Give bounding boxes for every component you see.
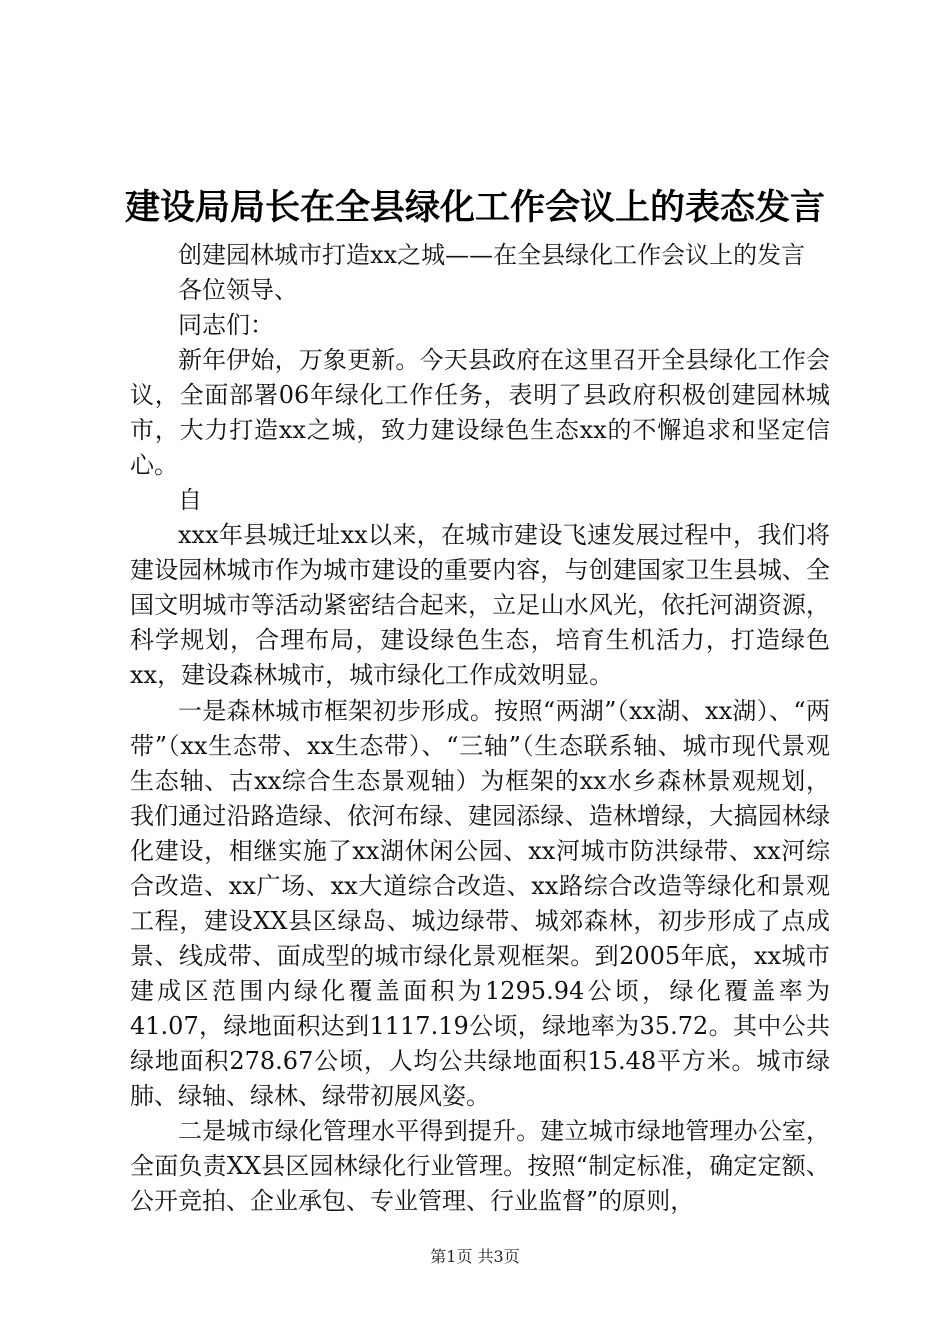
salutation-comrades: 同志们： [178, 311, 274, 339]
fragment-paragraph: 自 [178, 486, 202, 514]
opening-paragraph: 新年伊始，万象更新。今天县政府在这里召开全县绿化工作会议，全面部署06年绿化工作任务，表明了县政府积极创建园林城市，大力打造xx之城，致力建设绿色生态xx的不懈追求和坚定信心。 [130, 346, 830, 479]
document-title: 建设局局长在全县绿化工作会议上的表态发言 [124, 187, 825, 228]
subtitle-paragraph: 创建园林城市打造xx之城——在全县绿化工作会议上的发言 [178, 241, 806, 269]
document-body-part-1 [130, 238, 830, 693]
document-body-part-2 [130, 694, 830, 1219]
salutation-leaders: 各位领导、 [178, 276, 298, 304]
achievements-intro-paragraph: xxx年县城迁址xx以来，在城市建设飞速发展过程中，我们将建设园林城市作为城市建设的重要内容，与创建国家卫生县城、全国文明城市等活动紧密结合起来，立足山水风光，依托河湖资源，科学规划，合理布局，建设绿色生态，培育生机活力，打造绿色xx，建设森林城市，城市绿化工作成效明显。 [130, 521, 830, 689]
forest-city-paragraph: 一是森林城市框架初步形成。按照“两湖”（xx湖、xx湖）、“两带”（xx生态带、xx生态带）、“三轴”（生态联系轴、城市现代景观生态轴、古xx综合生态景观轴）为框架的xx水乡森林景观规划，我们通过沿路造绿、依河布绿、建园添绿、造林增绿，大搞园林绿化建设，相继实施了xx湖休闲公园、xx河城市防洪绿带、xx河综合改造、xx广场、xx大道综合改造、xx路综合改造等绿化和景观工程，建设XX县区绿岛、城边绿带、城郊森林，初步形成了点成景、线成带、面成型的城市绿化景观框架。到2005年底，xx城市建成区范围内绿化覆盖面积为1295.94公顷，绿化覆盖率为41.07，绿地面积达到1117.19公顷，绿地率为35.72。其中公共绿地面积278.67公顷，人均公共绿地面积15.48平方米。城市绿肺、绿轴、绿林、绿带初展风姿。 [130, 697, 830, 1110]
management-paragraph: 二是城市绿化管理水平得到提升。建立城市绿地管理办公室，全面负责XX县区园林绿化行业管理。按照“制定标准，确定定额、公开竞拍、企业承包、专业管理、行业监督”的原则， [130, 1117, 830, 1215]
page-indicator: 第1页 共3页 [430, 1247, 520, 1266]
page-footer [0, 1246, 950, 1268]
